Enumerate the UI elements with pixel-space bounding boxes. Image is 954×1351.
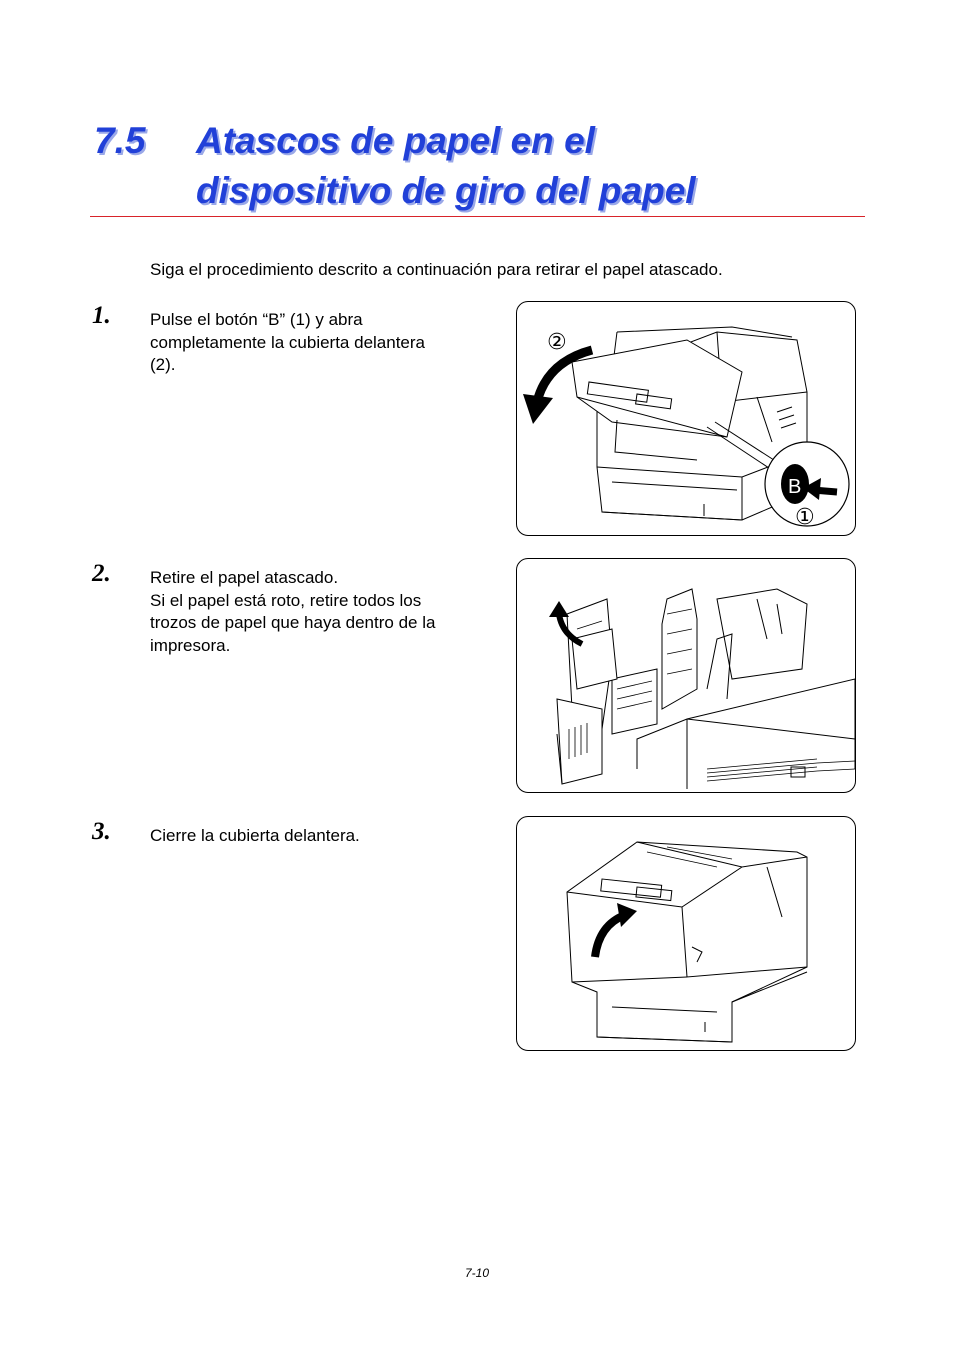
step-1-line: completamente la cubierta delantera [150,332,425,352]
section-heading [90,118,865,217]
step-1-number: 1. [92,302,111,329]
step-1-line: Pulse el botón “B” (1) y abra [150,310,363,329]
step-2-number: 2. [92,560,111,587]
printer-open-cover-illustration [517,302,855,535]
step-2-line: impresora. [150,635,231,655]
callout-2: ② [547,330,567,355]
step-2-line: Retire el papel atascado. [150,568,339,587]
step-3-number: 3. [92,818,111,845]
step-2-line: trozos de papel que haya dentro de la [150,613,436,632]
printer-jam-illustration [517,559,855,792]
step-2-text [150,567,490,657]
intro-paragraph: Siga el procedimiento descrito a continuación para retirar el papel atascado. [150,260,723,279]
step-2-line: Si el papel está roto, retire todos los [150,590,422,610]
section-title-line1: Atascos de papel en el [196,120,595,161]
figure-close-front-cover [516,816,856,1051]
step-1-text [150,309,490,377]
figure-open-front-cover [516,301,856,536]
section-number: 7.5 [94,120,146,161]
figure-remove-jammed-paper [516,558,856,793]
section-title-line2: dispositivo de giro del papel [196,170,696,211]
step-3-text [150,825,490,848]
step-1-line: (2). [150,355,176,374]
button-b-label: B [788,476,802,498]
page-number: 7-10 [464,1266,490,1280]
printer-closed-cover-illustration [517,817,855,1050]
step-3-line: Cierre la cubierta delantera. [150,826,360,845]
callout-1: ① [795,505,815,530]
